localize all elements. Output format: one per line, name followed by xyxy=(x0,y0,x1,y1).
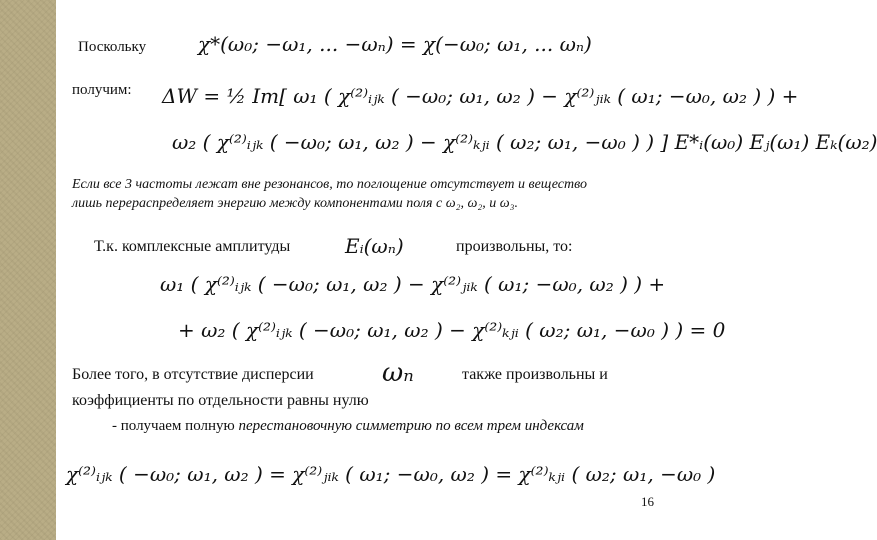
label-also-arbitrary: также произвольны и xyxy=(462,366,608,383)
formula-delta-w-line2: ω₂ ( χ⁽²⁾ᵢⱼₖ ( −ω₀; ω₁, ω₂ ) − χ⁽²⁾ₖⱼᵢ ( ω₂; ω₁, −ω₀ ) ) ] E*ᵢ(ω₀) Eⱼ(ω₁) Eₖ(ω₂) xyxy=(172,130,877,154)
label-tk-amplitudes: Т.к. комплексные амплитуды xyxy=(94,238,291,255)
formula-conjugate: χ*(ω₀; −ω₁, ... −ωₙ) = χ(−ω₀; ω₁, ... ωₙ) xyxy=(198,32,592,56)
page-number: 16 xyxy=(641,494,654,509)
decorative-border xyxy=(0,0,56,540)
label-coefficients: коэффициенты по отдельности равны нулю xyxy=(72,392,369,409)
formula-permutation-symmetry: χ⁽²⁾ᵢⱼₖ ( −ω₀; ω₁, ω₂ ) = χ⁽²⁾ⱼᵢₖ ( ω₁; −ω₀, ω₂ ) = χ⁽²⁾ₖⱼᵢ ( ω₂; ω₁, −ω₀ ) xyxy=(66,462,716,486)
label-arbitrary: произвольны, то: xyxy=(456,238,573,255)
label-moreover: Более того, в отсутствие дисперсии xyxy=(72,366,314,383)
symmetry-line xyxy=(112,418,584,435)
symmetry-prefix: - получаем полную xyxy=(112,418,235,434)
formula-delta-w-line1: ΔW = ½ Im[ ω₁ ( χ⁽²⁾ᵢⱼₖ ( −ω₀; ω₁, ω₂ ) − χ⁽²⁾ⱼᵢₖ ( ω₁; −ω₀, ω₂ ) ) + xyxy=(162,84,799,108)
formula-amplitude: Eᵢ(ωₙ) xyxy=(345,234,404,258)
paragraph-line-1: Если все 3 частоты лежат вне резонансов, то поглощение отсутствует и вещество xyxy=(72,177,587,192)
label-poluchim: получим: xyxy=(72,82,132,98)
symmetry-italic: перестановочную симметрию по всем трем индексам xyxy=(238,418,584,434)
label-poskolku: Поскольку xyxy=(78,39,147,55)
paragraph-line-2: лишь перераспределяет энергию между компонентами поля с ω₂, ω₂, и ω₃. xyxy=(72,196,518,211)
formula-sum-line2: + ω₂ ( χ⁽²⁾ᵢⱼₖ ( −ω₀; ω₁, ω₂ ) − χ⁽²⁾ₖⱼᵢ ( ω₂; ω₁, −ω₀ ) ) = 0 xyxy=(178,318,726,342)
formula-omega-n: ωₙ xyxy=(382,358,414,388)
formula-sum-line1: ω₁ ( χ⁽²⁾ᵢⱼₖ ( −ω₀; ω₁, ω₂ ) − χ⁽²⁾ⱼᵢₖ ( ω₁; −ω₀, ω₂ ) ) + xyxy=(160,272,666,296)
